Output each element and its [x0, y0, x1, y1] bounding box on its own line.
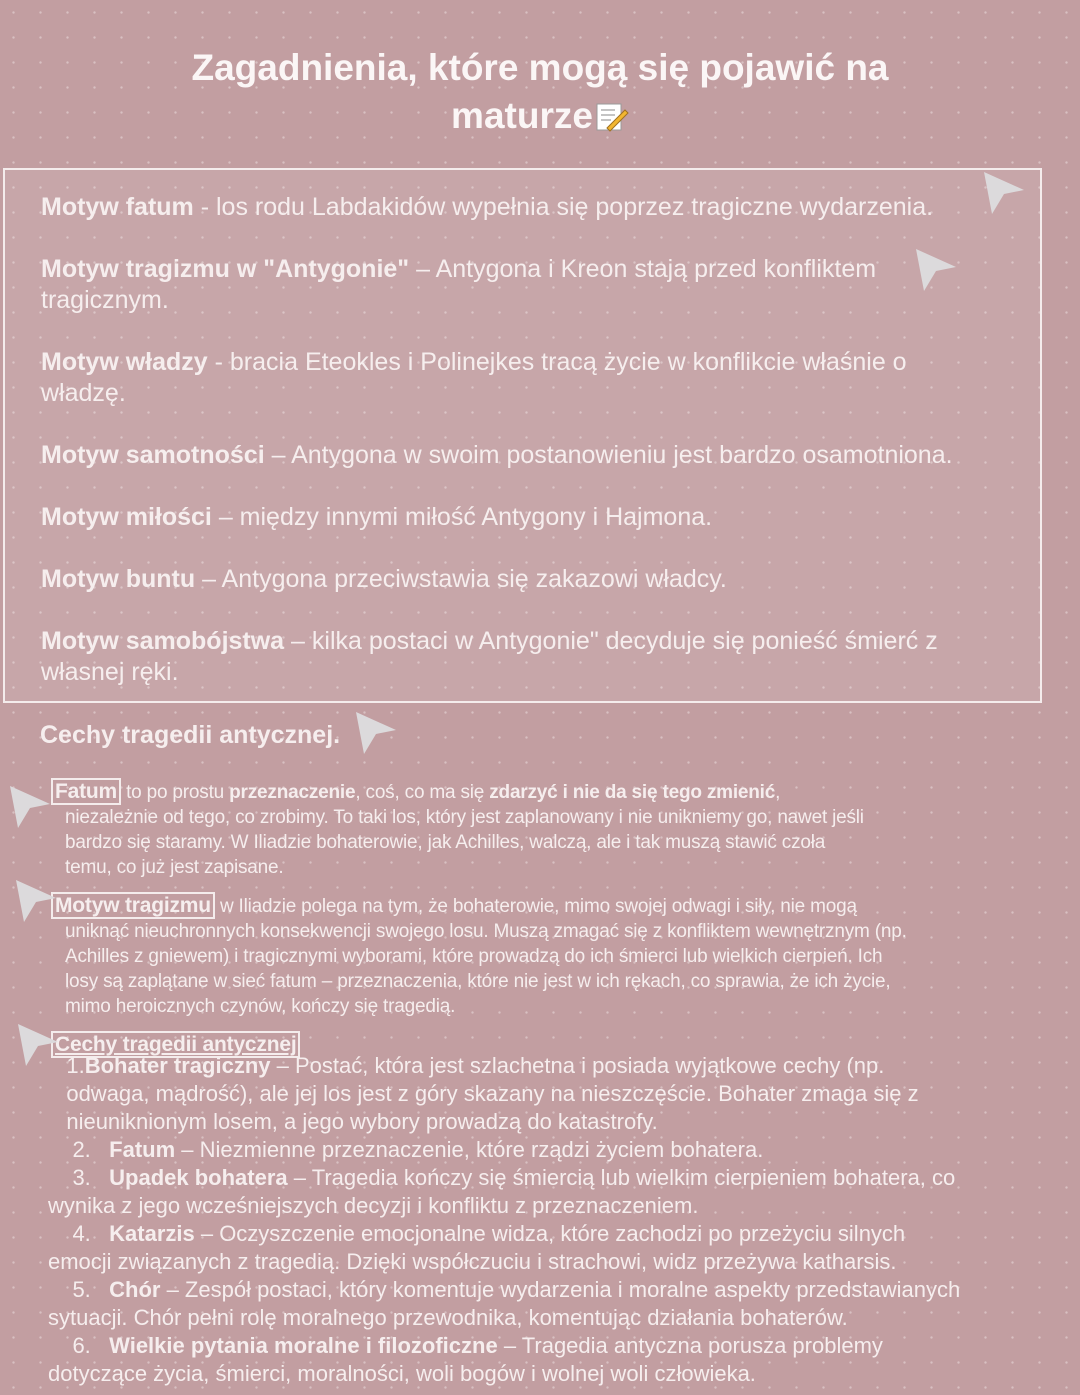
- bold-text: Motyw samobójstwa: [41, 627, 285, 655]
- text-line: [65, 919, 907, 944]
- text-line: [65, 805, 907, 830]
- bold-text: Motyw tragizmu w "Antygonie": [41, 255, 410, 283]
- text-line: [65, 969, 907, 994]
- motif-item: [41, 502, 953, 533]
- text-run: bardzo się staramy. W Iliadzie bohaterowie, jak Achilles, walczą, ale i tak muszą stawić czoła: [65, 832, 826, 853]
- bold-text: Chór: [109, 1277, 161, 1302]
- text-run: – kilka postaci w Antygonie" decyduje się ponieść śmierć z: [284, 627, 938, 655]
- features-list: [48, 1052, 1058, 1388]
- cursor-arrow-icon: [6, 782, 52, 828]
- notes-section: [55, 779, 907, 1071]
- text-run: losy są zaplątane w sieć fatum – przeznaczenia, które nie jest w ich rękach, co sprawia, że ich życie,: [65, 971, 891, 992]
- bold-text: Katarzis: [109, 1221, 195, 1246]
- text-run: 4.: [48, 1221, 110, 1246]
- bold-text: zdarzyć i nie da się tego zmienić: [489, 782, 776, 803]
- text-run: temu, co już jest zapisane.: [65, 857, 284, 878]
- list-line: [48, 1332, 1058, 1360]
- text-run: własnej ręki.: [41, 658, 179, 686]
- text-line: [41, 192, 953, 223]
- boxed-term: Motyw tragizmu: [51, 892, 215, 919]
- text-run: – Tragedia kończy się śmiercią lub wielkim cierpieniem bohatera, co: [287, 1165, 956, 1190]
- text-run: 5.: [48, 1277, 110, 1302]
- text-run: mimo heroicznych czynów, kończy się tragedią.: [65, 996, 456, 1017]
- text-run: 6.: [48, 1333, 110, 1358]
- text-run: , coś, co ma się: [355, 782, 490, 803]
- text-run: 1.: [48, 1053, 85, 1078]
- text-line: [41, 564, 953, 595]
- bold-text: Motyw buntu: [41, 565, 196, 593]
- list-line: [48, 1136, 1058, 1164]
- bold-text: Motyw miłości: [41, 503, 212, 531]
- text-line: [41, 657, 953, 688]
- cursor-arrow-icon: [980, 168, 1026, 214]
- text-run: niezależnie od tego, co zrobimy. To taki los, który jest zaplanowany i nie unikniemy go, nawet jeśli: [65, 807, 864, 828]
- bold-text: przeznaczenie: [229, 782, 356, 803]
- motif-item: [41, 254, 953, 316]
- bold-text: Motyw samotności: [41, 441, 265, 469]
- section-heading: Cechy tragedii antycznej.: [40, 721, 341, 749]
- text-line: [41, 502, 953, 533]
- list-line: [48, 1192, 1058, 1220]
- motifs-box: [3, 168, 1042, 703]
- motif-item: [41, 564, 953, 595]
- text-run: - bracia Eteokles i Polinejkes tracą życie w konflikcie właśnie o: [207, 348, 907, 376]
- text-line: [41, 254, 953, 285]
- list-line: [48, 1248, 1058, 1276]
- bold-text: Motyw fatum: [41, 193, 194, 221]
- text-run: – Antygona przeciwstawia się zakazowi władcy.: [195, 565, 727, 593]
- text-run: odwaga, mądrość), ale jej los jest z góry skazany na nieszczęście. Bohater zmaga się z: [48, 1081, 919, 1106]
- motif-item: [41, 440, 953, 471]
- note-paragraph: [55, 779, 907, 880]
- text-line: [41, 378, 953, 409]
- text-line: [41, 440, 953, 471]
- list-line: [48, 1360, 1058, 1388]
- text-run: – Tragedia antyczna porusza problemy: [497, 1333, 883, 1358]
- text-run: władzę.: [41, 379, 126, 407]
- text-run: w Iliadzie polega na tym, że bohaterowie, mimo swojej odwagi i siły, nie mogą: [214, 896, 857, 917]
- text-run: Achilles z gniewem) i tragicznymi wyborami, które prowadzą do ich śmierci lub wielkich cierpień. Ich: [65, 946, 883, 967]
- text-run: nieuniknionym losem, a jego wybory prowadzą do katastrofy.: [48, 1109, 658, 1134]
- text-line: [55, 893, 907, 919]
- bold-text: Motyw władzy: [41, 348, 208, 376]
- bold-text: Upadek bohatera: [109, 1165, 288, 1190]
- motif-item: [41, 192, 953, 223]
- text-line: [41, 626, 953, 657]
- text-run: ,: [775, 782, 781, 803]
- text-run: wynika z jego wcześniejszych decyzji i konfliktu z przeznaczeniem.: [48, 1193, 699, 1218]
- text-run: 2.: [48, 1137, 110, 1162]
- cursor-arrow-icon: [12, 876, 58, 922]
- cursor-arrow-icon: [912, 245, 958, 291]
- cursor-arrow-icon: [352, 708, 398, 754]
- text-run: – między innymi miłość Antygony i Hajmona.: [211, 503, 713, 531]
- text-run: – Antygona i Kreon stają przed konfliktem: [409, 255, 877, 283]
- text-line: [65, 944, 907, 969]
- list-line: [48, 1164, 1058, 1192]
- text-run: uniknąć nieuchronnych konsekwencji swojego losu. Muszą zmagać się z konfliktem wewnętrznym (np.: [65, 921, 907, 942]
- text-line: [41, 347, 953, 378]
- text-run: – Niezmienne przeznaczenie, które rządzi życiem bohatera.: [175, 1137, 764, 1162]
- cursor-arrow-icon: [14, 1020, 60, 1066]
- boxed-term: Cechy tragedii antycznej: [51, 1031, 300, 1058]
- text-run: – Zespół postaci, który komentuje wydarzenia i moralne aspekty przedstawianych: [160, 1277, 961, 1302]
- text-run: tragicznym.: [41, 286, 169, 314]
- bold-text: Wielkie pytania moralne i filozoficzne: [109, 1333, 498, 1358]
- list-line: [48, 1220, 1058, 1248]
- text-run: – Antygona w swoim postanowieniu jest bardzo osamotniona.: [264, 441, 953, 469]
- title-line-2: maturze: [451, 95, 593, 136]
- text-run: sytuacji. Chór pełni rolę moralnego przewodnika, komentując działania bohaterów.: [48, 1305, 848, 1330]
- list-line: [48, 1276, 1058, 1304]
- list-line: [48, 1108, 1058, 1136]
- text-run: to po prostu: [121, 782, 230, 803]
- text-run: dotyczące życia, śmierci, moralności, woli bogów i wolnej woli człowieka.: [48, 1361, 756, 1386]
- note-paragraph: [55, 893, 907, 1019]
- boxed-term: Fatum: [51, 778, 121, 805]
- list-line: [48, 1052, 1058, 1080]
- text-run: 3.: [48, 1165, 110, 1190]
- page-title: [0, 44, 1080, 140]
- memo-pencil-icon: [595, 102, 629, 132]
- text-line: [65, 830, 907, 855]
- motif-item: [41, 626, 953, 688]
- bold-text: Fatum: [109, 1137, 176, 1162]
- text-line: [65, 855, 907, 880]
- bold-text: Bohater tragiczny: [84, 1053, 271, 1078]
- text-run: - los rodu Labdakidów wypełnia się poprzez tragiczne wydarzenia.: [193, 193, 934, 221]
- text-line: [41, 285, 953, 316]
- text-run: – Postać, która jest szlachetna i posiada wyjątkowe cechy (np.: [270, 1053, 885, 1078]
- text-line: [55, 779, 907, 805]
- list-line: [48, 1080, 1058, 1108]
- list-line: [48, 1304, 1058, 1332]
- text-line: [65, 994, 907, 1019]
- text-run: emocji związanych z tragedią. Dzięki współczuciu i strachowi, widz przeżywa katharsis.: [48, 1249, 897, 1274]
- title-line-1: Zagadnienia, które mogą się pojawić na: [191, 47, 889, 88]
- motif-item: [41, 347, 953, 409]
- text-run: – Oczyszczenie emocjonalne widza, które zachodzi po przeżyciu silnych: [194, 1221, 906, 1246]
